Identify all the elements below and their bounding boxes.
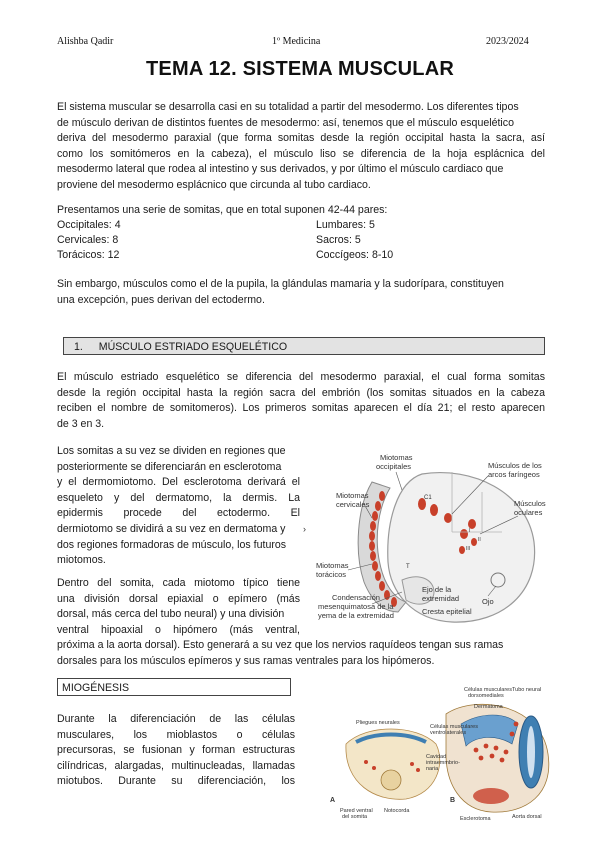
- division-line: dos regiones formadoras de músculo, los futuros: [57, 538, 287, 551]
- label-occipitales: Miotomas occipitales: [376, 453, 413, 471]
- miogenesis-paragraph: [57, 712, 295, 790]
- myotome-block: [430, 504, 438, 516]
- division-line: esqueleto y del dermatomo, la dermis. La: [57, 491, 300, 504]
- miotomo-line: próxima a la aorta dorsal). Esto generará a su vez que los nervios raquídeos tengan sus ramas: [57, 639, 504, 651]
- miotomo-line: Dentro del somita, cada miotomo típico tiene: [57, 577, 300, 589]
- myotome-block: [379, 491, 385, 501]
- section-heading: [63, 337, 545, 355]
- label-a: A: [330, 797, 336, 804]
- myotome-block: [369, 541, 375, 551]
- page-title: TEMA 12. SISTEMA MUSCULAR: [146, 58, 454, 80]
- miogenesis-line: miotubos. Durante su diferenciación, los: [57, 775, 295, 788]
- intro-line: como los somitómeros en la cabeza), el músculo liso se diferencia de la hoja esplácnica del: [57, 147, 545, 160]
- label-esclerotoma: Esclerotoma: [460, 816, 491, 822]
- somitas-lumbares: Lumbares: 5: [316, 219, 375, 231]
- estriado-line: reciben el nombre de somitomeros). Los primeros somitas aparecen el día 21; el resto aparecen: [57, 402, 545, 415]
- section-title: MÚSCULO ESTRIADO ESQUELÉTICO: [98, 341, 288, 353]
- label-condensacion: Condensación mesenquimatosa de la yema de la extremidad: [318, 593, 394, 620]
- miogenesis-figure: [326, 684, 556, 824]
- somitas-occipitales: Occipitales: 4: [57, 219, 121, 231]
- miogenesis-line: precursoras, se fusionan y forman estructuras: [57, 744, 295, 757]
- subsection-heading: MIOGÉNESIS: [57, 678, 291, 696]
- somitas-toracicos: Torácicos: 12: [57, 249, 120, 261]
- label-pliegues: Pliegues neurales: [356, 720, 400, 726]
- myotome-block: [372, 511, 378, 521]
- label-toracicos: Miotomas torácicos: [316, 561, 349, 579]
- notochord-a: [381, 770, 401, 790]
- label-notocorda: Notocorda: [384, 808, 410, 814]
- header-year: 2023/2024: [486, 36, 529, 47]
- label-oculares: Músculos oculares: [514, 499, 546, 517]
- miotomo-paragraph: [57, 576, 300, 638]
- label-roman-1: I: [469, 528, 471, 534]
- miotomo-line: dorsales para los músculos epímeros y sus ramas ventrales para los hipómeros.: [57, 654, 435, 667]
- myotome-figure: [302, 452, 562, 636]
- estriado-line: desde la región occipital hasta la región sacra del embrión (los somitas situados en la cabeza: [57, 386, 545, 399]
- estriado-line: de 3 en 3.: [57, 417, 105, 430]
- label-ejo: Ejo de la extremidad: [422, 585, 460, 603]
- label-roman-2: II: [478, 537, 481, 543]
- label-tubo: Tubo neural: [512, 687, 542, 693]
- label-dorsomed: Células musculares dorsomediales: [464, 687, 512, 699]
- label-aorta: Aorta dorsal: [512, 814, 542, 820]
- label-ventrolat: Células musculares ventrolaterales: [430, 724, 478, 736]
- myotome-block: [369, 531, 375, 541]
- intro-line: proviene del mesodermo esplácnico que circunda al tubo cardiaco.: [57, 178, 371, 191]
- intro-line: mesodermo lateral que rodea al intestino y sus derivados, y por último el músculo cardiaco que: [57, 163, 504, 176]
- miotomo-line: ventral hipoaxial o hipómero (más ventral,: [57, 623, 300, 636]
- label-t: T: [406, 564, 410, 570]
- section-number: 1.: [74, 341, 83, 353]
- division-line: dermiotomo se dividirá a su vez en dermatoma y: [57, 522, 286, 535]
- miotomo-line: una división dorsal epiaxial o epímero (más: [57, 592, 300, 605]
- header-author: Alishba Qadir: [57, 36, 114, 47]
- division-line: posteriormente se diferenciarán en esclerotoma: [57, 460, 282, 473]
- intro-paragraph: [57, 100, 545, 194]
- label-arcos: Músculos de los arcos faríngeos: [488, 461, 542, 479]
- header-course: 1º Medicina: [272, 36, 321, 47]
- aorta: [473, 788, 509, 804]
- intro-line: de músculo derivan de distintos fuentes de mesodermo: así, tenemos que el músculo esquelético: [57, 116, 514, 129]
- miogenesis-line: musculares, los mioblastos o células: [57, 728, 295, 741]
- margin-chevron-icon: ›: [303, 524, 306, 534]
- excepcion-line: Sin embargo, músculos como el de la pupila, la glándulas mamaria y la sudorípara, constituyen: [57, 278, 504, 290]
- myotome-block: [375, 501, 381, 511]
- myotome-block: [379, 581, 385, 591]
- somitas-coccigeos: Coccígeos: 8-10: [316, 249, 394, 261]
- division-line: miotomos.: [57, 554, 106, 567]
- myotome-block: [372, 561, 378, 571]
- miotomo-line: dorsal, más cerca del tubo neural) y una división: [57, 608, 285, 621]
- miogenesis-line: cilíndricas, alargadas, multinucleadas, llamadas: [57, 759, 295, 772]
- label-b: B: [450, 797, 456, 804]
- intro-line: El sistema muscular se desarrolla casi en su totalidad a partir del mesodermo. Los diferentes tipos: [57, 101, 519, 113]
- myotome-block: [459, 546, 465, 554]
- label-ojo: Ojo: [482, 597, 494, 606]
- myotome-block: [384, 590, 390, 600]
- label-pared: Pared ventral del somita: [340, 808, 373, 820]
- label-c1: C1: [424, 495, 432, 501]
- somitas-division-paragraph: [57, 444, 300, 569]
- myotome-block: [370, 551, 376, 561]
- myotome-block: [471, 538, 477, 546]
- division-line: epidermis procede del ectodermo. El: [57, 507, 300, 520]
- miogenesis-line: Durante la diferenciación de las células: [57, 713, 295, 725]
- label-roman-3: III: [466, 546, 471, 552]
- intro-line: deriva del mesodermo paraxial (que forma somitas desde la región occipital hasta la sacra, así: [57, 132, 545, 145]
- myotome-block: [370, 521, 376, 531]
- excepcion-line: una excepción, pues derivan del ectodermo.: [57, 293, 265, 306]
- somitas-sacros: Sacros: 5: [316, 234, 361, 246]
- division-line: y el dermomiotomo. Del esclerotoma derivará el: [57, 476, 300, 489]
- estriado-paragraph: [57, 370, 545, 432]
- myotome-block: [444, 513, 452, 523]
- myotome-block: [460, 528, 471, 539]
- myotome-block: [375, 571, 381, 581]
- label-cresta: Cresta epitelial: [422, 607, 472, 616]
- label-cavidad: Cavidad intraemmbrio-naria: [426, 754, 460, 772]
- somitas-intro: Presentamos una serie de somitas, que en total suponen 42-44 pares:: [57, 204, 388, 216]
- label-dermatoma: Dermatoma: [474, 704, 503, 710]
- label-cervicales: Miotomas cervicales: [336, 491, 370, 509]
- estriado-line: El músculo estriado esquelético se diferencia del mesodermo paraxial, el cual forma somitas: [57, 371, 545, 383]
- excepcion-paragraph: [57, 277, 545, 308]
- somitas-cervicales: Cervicales: 8: [57, 234, 119, 246]
- division-line: Los somitas a su vez se dividen en regiones que: [57, 445, 286, 457]
- miotomo-continued: [57, 638, 547, 669]
